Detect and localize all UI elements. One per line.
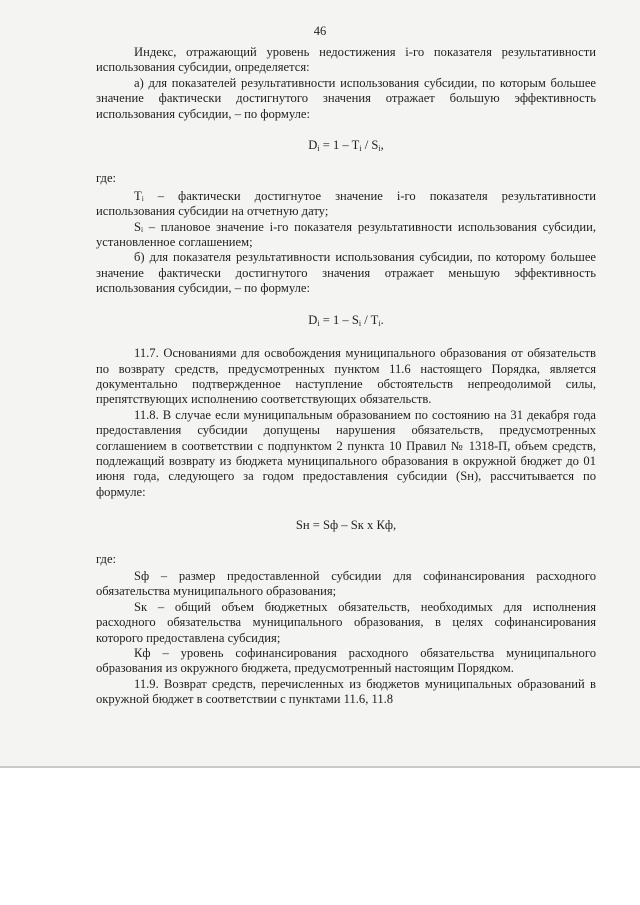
formula-b-tail: . — [380, 312, 384, 327]
where-label-1: где: — [96, 171, 117, 186]
scan-bottom-edge — [0, 766, 640, 768]
formula-a-tail: , — [380, 138, 384, 153]
definition-kf: Кф – уровень софинансирования расходного обязательства муниципального образования из окружного бюджета, предусмотренный настоящим Порядком. — [96, 646, 596, 676]
formula-index-b — [96, 313, 596, 328]
formula-refund: Sн = Sф – Sк x Кф, — [295, 518, 397, 533]
formula-a-lhs-sub: i — [317, 144, 320, 154]
paragraph-11-7: 11.7. Основаниями для освобождения муниципального образования от обязательств по возврату средств, предусмотренных пунктом 11.6 настоящего Порядка, является документально подтвержденное наступление обстоятельств непреодолимой силы, препятствующих исполнению соответствующих обязательств. — [96, 346, 596, 407]
formula-a-slash: / S — [361, 138, 379, 153]
paragraph-index-intro: Индекс, отражающий уровень недостижения i-го показателя результативности использования субсидии, определяется: — [96, 45, 596, 75]
definition-t: Tᵢ – фактически достигнутое значение i-го показателя результативности использования субсидии на отчетную дату; — [96, 188, 596, 219]
definition-sk: Sк – общий объем бюджетных обязательств, необходимых для исполнения расходного обязательства муниципального образования, в целях софинансирования которого предоставлена субсидия; — [96, 599, 596, 645]
formula-b-lhs: D — [308, 312, 318, 327]
page-number: 46 — [313, 24, 327, 38]
formula-a-eq: = 1 – T — [319, 138, 360, 153]
formula-index-a — [96, 138, 596, 153]
formula-b-eq: = 1 – S — [319, 312, 359, 327]
formula-a-t-sub: i — [359, 144, 362, 154]
paragraph-subitem-a: а) для показателей результативности использования субсидии, по которым большее значение фактически достигнутого значения отражает большую эффективность использования субсидии, – по формуле: — [96, 75, 596, 121]
definition-sf: Sф – размер предоставленной субсидии для софинансирования расходного обязательства муниципального образования; — [96, 568, 596, 599]
formula-b-lhs-sub: i — [317, 318, 320, 328]
paragraph-11-9: 11.9. Возврат средств, перечисленных из бюджетов муниципальных образований в окружной бюджет в соответствии с пунктами 11.6, 11.8 — [96, 676, 596, 707]
paragraph-subitem-b: б) для показателя результативности использования субсидии, по которому большее значение фактически достигнутого значения отражает меньшую эффективность использования субсидии, – по формуле: — [96, 250, 596, 296]
formula-b-slash: / T — [361, 312, 379, 327]
formula-b-t-sub: i — [378, 318, 381, 328]
where-label-2: где: — [96, 551, 117, 566]
document-body — [96, 45, 596, 708]
formula-a-s-sub: i — [378, 144, 381, 154]
paragraph-11-8: 11.8. В случае если муниципальным образованием по состоянию на 31 декабря года предоставления субсидии допущены нарушения обязательств, предусмотренных соглашением в соответствии с подпунктом 2 пункта 10 Правил № 1318-П, объем средств, подлежащий возврату из бюджета муниципального образования в окружной бюджет до 01 июня года, следующего за годом предоставления субсидии (Sн), рассчитывается по формуле: — [96, 407, 596, 499]
definition-s: Sᵢ – плановое значение i-го показателя результативности использования субсидии, установленное соглашением; — [96, 219, 596, 250]
formula-a-lhs: D — [308, 138, 318, 153]
formula-b-s-sub: i — [358, 318, 362, 328]
